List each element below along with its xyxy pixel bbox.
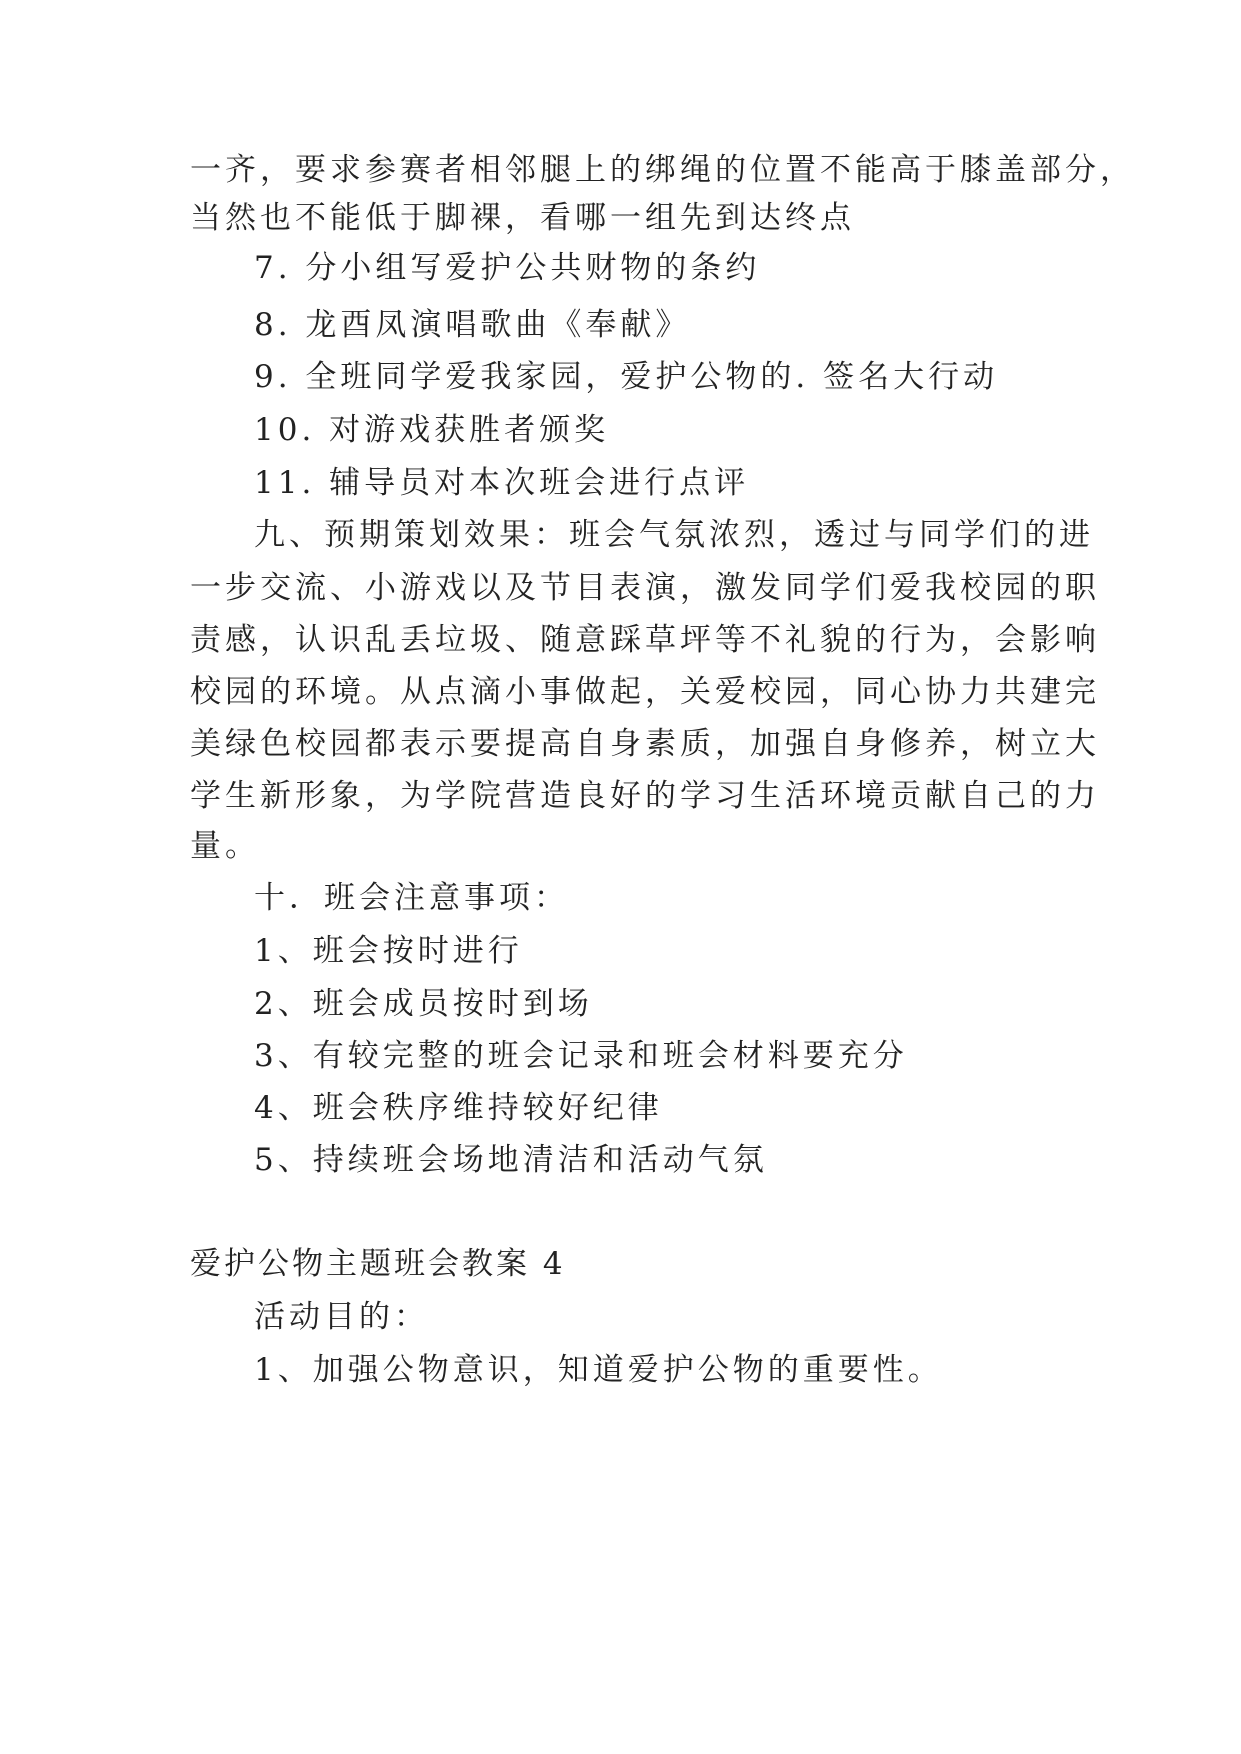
document-title: 爱护公物主题班会教案 4	[190, 1246, 566, 1282]
list-item: 5、持续班会场地清洁和活动气氛	[254, 1142, 768, 1178]
list-item: 9. 全班同学爱我家园，爱护公物的. 签名大行动	[254, 359, 999, 395]
list-item: 2、班会成员按时到场	[254, 986, 593, 1022]
paragraph-line: 量。	[190, 828, 260, 864]
section-heading: 十．班会注意事项：	[254, 880, 569, 916]
paragraph-line: 一齐，要求参赛者相邻腿上的绑绳的位置不能高于膝盖部分，	[190, 152, 1135, 188]
list-item: 11. 辅导员对本次班会进行点评	[254, 465, 750, 501]
section-heading: 九、预期策划效果：班会气氛浓烈，透过与同学们的进	[254, 517, 1094, 553]
paragraph-line: 学生新形象，为学院营造良好的学习生活环境贡献自己的力	[190, 778, 1100, 814]
paragraph-line: 当然也不能低于脚裸，看哪一组先到达终点	[190, 200, 855, 236]
list-item: 8. 龙酉凤演唱歌曲《奉献》	[254, 307, 691, 343]
list-item: 1、班会按时进行	[254, 933, 523, 969]
paragraph-line: 责感，认识乱丢垃圾、随意踩草坪等不礼貌的行为，会影响	[190, 622, 1100, 658]
paragraph-line: 校园的环境。从点滴小事做起，关爱校园，同心协力共建完	[190, 674, 1100, 710]
paragraph-line: 美绿色校园都表示要提高自身素质，加强自身修养，树立大	[190, 726, 1100, 762]
list-item: 1、加强公物意识，知道爱护公物的重要性。	[254, 1352, 943, 1388]
list-item: 4、班会秩序维持较好纪律	[254, 1090, 663, 1126]
paragraph-line: 一步交流、小游戏以及节目表演，激发同学们爱我校园的职	[190, 570, 1100, 606]
list-item: 3、有较完整的班会记录和班会材料要充分	[254, 1038, 908, 1074]
list-item: 7. 分小组写爱护公共财物的条约	[254, 250, 761, 286]
list-item: 10. 对游戏获胜者颁奖	[254, 412, 610, 448]
section-heading: 活动目的：	[254, 1299, 429, 1335]
